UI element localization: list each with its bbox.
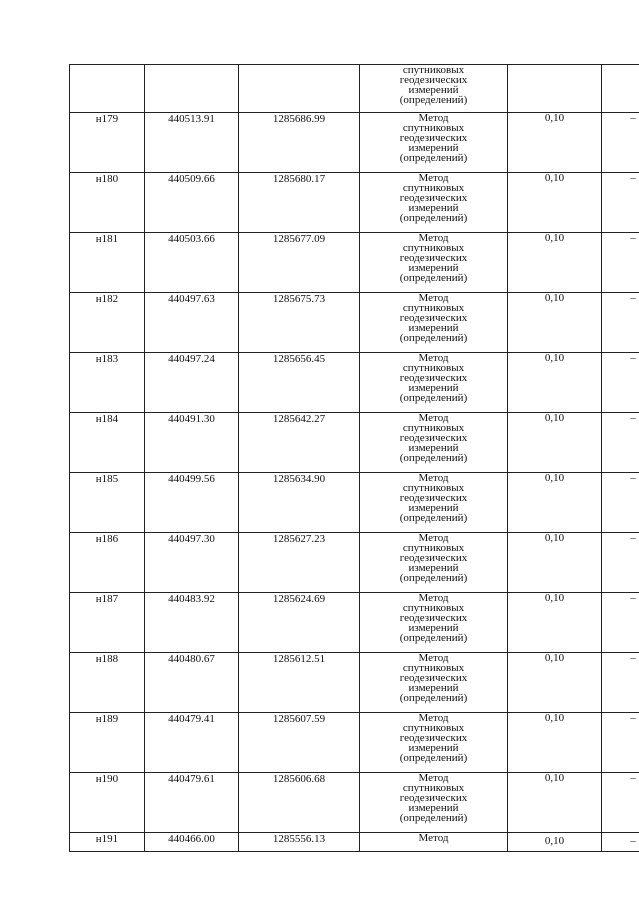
method-line: спутниковых (402, 242, 465, 254)
table-row (70, 653, 639, 713)
point-id: н182 (95, 293, 119, 305)
point-id-cell (70, 593, 145, 653)
description-cell (602, 653, 639, 713)
x-coordinate-cell (145, 113, 239, 173)
method-line: спутниковых (402, 782, 465, 794)
y-coordinate-cell (239, 113, 360, 173)
x-coordinate: 440491.30 (168, 413, 215, 425)
x-coordinate: 440483.92 (168, 593, 215, 605)
method-line: спутниковых (402, 302, 465, 314)
y-coordinate-cell (239, 833, 360, 852)
point-id: н187 (95, 593, 119, 605)
method-line: измерений (408, 622, 459, 634)
method-line: геодезических (399, 492, 468, 504)
point-id: н181 (95, 233, 119, 245)
x-coordinate: 440480.67 (168, 653, 215, 665)
point-id-cell (70, 353, 145, 413)
x-coordinate-cell (145, 653, 239, 713)
x-coordinate-cell (145, 293, 239, 353)
x-coordinate: 440503.66 (168, 233, 215, 245)
precision-cell (508, 473, 602, 533)
precision-value: 0,10 (544, 172, 565, 184)
method-line: геодезических (399, 612, 468, 624)
description-cell (602, 353, 639, 413)
x-coordinate-cell (145, 413, 239, 473)
method-line: (определений) (399, 212, 468, 224)
description-cell (602, 773, 639, 833)
description-cell (602, 293, 639, 353)
x-coordinate: 440497.30 (168, 533, 215, 545)
description-cell (602, 473, 639, 533)
method-line: геодезических (399, 672, 468, 684)
method-line: Метод (418, 352, 449, 364)
x-coordinate-cell (145, 473, 239, 533)
point-id-cell (70, 233, 145, 293)
method-line: (определений) (399, 452, 468, 464)
x-coordinate: 440509.66 (168, 173, 215, 185)
method-line: измерений (408, 142, 459, 154)
method-cell (360, 353, 508, 413)
point-id: н189 (95, 713, 119, 725)
x-coordinate-cell (145, 173, 239, 233)
y-coordinate: 1285634.90 (272, 473, 326, 485)
method-line: спутниковых (402, 662, 465, 674)
y-coordinate-cell (239, 533, 360, 593)
point-id-cell (70, 773, 145, 833)
point-id: н191 (95, 833, 119, 845)
description-cell (602, 233, 639, 293)
method-line: измерений (408, 84, 459, 96)
method-cell (360, 833, 508, 852)
y-coordinate: 1285624.69 (272, 593, 326, 605)
method-line: измерений (408, 442, 459, 454)
method-line: (определений) (399, 752, 468, 764)
table-row (70, 533, 639, 593)
method-cell (360, 293, 508, 353)
precision-cell (508, 533, 602, 593)
description-value: – (630, 835, 636, 847)
method-line: измерений (408, 802, 459, 814)
precision-value: 0,10 (544, 112, 565, 124)
method-line: Метод (418, 292, 449, 304)
method-line: Метод (418, 712, 449, 724)
y-coordinate-cell (239, 65, 360, 113)
y-coordinate: 1285675.73 (272, 293, 326, 305)
method-cell (360, 413, 508, 473)
y-coordinate-cell (239, 413, 360, 473)
point-id-cell (70, 533, 145, 593)
x-coordinate-cell (145, 233, 239, 293)
y-coordinate: 1285642.27 (272, 413, 326, 425)
method-cell (360, 113, 508, 173)
precision-value: 0,10 (544, 772, 565, 784)
method-line: измерений (408, 262, 459, 274)
description-value: – (630, 532, 636, 544)
method-line: геодезических (399, 552, 468, 564)
method-line: геодезических (399, 372, 468, 384)
table-row (70, 353, 639, 413)
point-id-cell (70, 413, 145, 473)
method-line: (определений) (399, 512, 468, 524)
method-line: геодезических (399, 192, 468, 204)
description-cell (602, 65, 639, 113)
precision-cell (508, 653, 602, 713)
method-cell (360, 533, 508, 593)
description-cell (602, 833, 639, 852)
x-coordinate-cell (145, 593, 239, 653)
point-id: н185 (95, 473, 119, 485)
x-coordinate: 440479.61 (168, 773, 215, 785)
table-row (70, 713, 639, 773)
y-coordinate: 1285556.13 (272, 833, 326, 845)
method-cell (360, 593, 508, 653)
precision-value: 0,10 (544, 592, 565, 604)
point-id: н183 (95, 353, 119, 365)
precision-cell (508, 113, 602, 173)
point-id: н190 (95, 773, 119, 785)
y-coordinate: 1285607.59 (272, 713, 326, 725)
method-line: геодезических (399, 252, 468, 264)
y-coordinate-cell (239, 713, 360, 773)
y-coordinate: 1285677.09 (272, 233, 326, 245)
method-line: геодезических (399, 132, 468, 144)
y-coordinate-cell (239, 233, 360, 293)
y-coordinate-cell (239, 773, 360, 833)
method-line: Метод (418, 832, 449, 844)
method-line: (определений) (399, 392, 468, 404)
x-coordinate: 440497.63 (168, 293, 215, 305)
point-id-cell (70, 653, 145, 713)
method-line: спутниковых (402, 64, 465, 76)
table-row (70, 173, 639, 233)
method-line: геодезических (399, 792, 468, 804)
precision-value: 0,10 (544, 712, 565, 724)
method-line: Метод (418, 112, 449, 124)
precision-value: 0,10 (544, 835, 565, 847)
description-value: – (630, 112, 636, 124)
description-value: – (630, 172, 636, 184)
point-id-cell (70, 173, 145, 233)
point-id: н180 (95, 173, 119, 185)
y-coordinate: 1285606.68 (272, 773, 326, 785)
y-coordinate: 1285656.45 (272, 353, 326, 365)
precision-value: 0,10 (544, 352, 565, 364)
x-coordinate-cell (145, 713, 239, 773)
y-coordinate: 1285627.23 (272, 533, 326, 545)
precision-value: 0,10 (544, 532, 565, 544)
y-coordinate-cell (239, 653, 360, 713)
method-line: спутниковых (402, 182, 465, 194)
description-value: – (630, 232, 636, 244)
method-line: Метод (418, 172, 449, 184)
method-line: спутниковых (402, 362, 465, 374)
table-row-continuation (70, 65, 639, 113)
method-line: геодезических (399, 312, 468, 324)
method-line: измерений (408, 562, 459, 574)
table-row (70, 593, 639, 653)
description-value: – (630, 352, 636, 364)
y-coordinate-cell (239, 593, 360, 653)
point-id-cell (70, 833, 145, 852)
y-coordinate: 1285680.17 (272, 173, 326, 185)
method-cell (360, 233, 508, 293)
method-line: спутниковых (402, 482, 465, 494)
x-coordinate: 440479.41 (168, 713, 215, 725)
method-line: (определений) (399, 692, 468, 704)
method-line: (определений) (399, 812, 468, 824)
method-line: (определений) (399, 272, 468, 284)
precision-cell (508, 593, 602, 653)
method-line: Метод (418, 412, 449, 424)
method-line: измерений (408, 742, 459, 754)
x-coordinate: 440513.91 (168, 113, 215, 125)
method-line: Метод (418, 652, 449, 664)
method-line: спутниковых (402, 122, 465, 134)
method-line: спутниковых (402, 422, 465, 434)
method-line: (определений) (399, 572, 468, 584)
method-cell (360, 173, 508, 233)
precision-cell (508, 173, 602, 233)
method-cell (360, 773, 508, 833)
method-line: Метод (418, 232, 449, 244)
method-line: (определений) (399, 632, 468, 644)
table-row (70, 833, 639, 852)
method-line: измерений (408, 322, 459, 334)
method-line: спутниковых (402, 542, 465, 554)
method-line: измерений (408, 682, 459, 694)
method-cell (360, 65, 508, 113)
point-id-cell (70, 293, 145, 353)
y-coordinate: 1285612.51 (272, 653, 326, 665)
description-value: – (630, 772, 636, 784)
point-id-cell (70, 113, 145, 173)
method-line: Метод (418, 472, 449, 484)
table-row (70, 773, 639, 833)
point-id: н179 (95, 113, 119, 125)
y-coordinate-cell (239, 473, 360, 533)
precision-value: 0,10 (544, 292, 565, 304)
point-id: н188 (95, 653, 119, 665)
precision-value: 0,10 (544, 232, 565, 244)
y-coordinate-cell (239, 353, 360, 413)
method-cell (360, 713, 508, 773)
method-line: спутниковых (402, 722, 465, 734)
table-row (70, 113, 639, 173)
description-cell (602, 713, 639, 773)
x-coordinate-cell (145, 773, 239, 833)
point-id-cell (70, 473, 145, 533)
y-coordinate-cell (239, 293, 360, 353)
table-row (70, 473, 639, 533)
method-line: спутниковых (402, 602, 465, 614)
precision-cell (508, 65, 602, 113)
x-coordinate: 440466.00 (168, 833, 215, 845)
precision-value: 0,10 (544, 412, 565, 424)
method-line: (определений) (399, 94, 468, 106)
y-coordinate: 1285686.99 (272, 113, 326, 125)
coordinates-table (69, 64, 639, 852)
method-line: (определений) (399, 332, 468, 344)
coordinates-table-body (70, 65, 639, 852)
table-row (70, 413, 639, 473)
method-line: Метод (418, 772, 449, 784)
method-line: измерений (408, 382, 459, 394)
description-cell (602, 533, 639, 593)
point-id-cell (70, 713, 145, 773)
precision-cell (508, 833, 602, 852)
method-line: (определений) (399, 152, 468, 164)
precision-cell (508, 293, 602, 353)
method-line: Метод (418, 532, 449, 544)
point-id: н186 (95, 533, 119, 545)
point-id-cell (70, 65, 145, 113)
x-coordinate-cell (145, 65, 239, 113)
precision-cell (508, 773, 602, 833)
precision-value: 0,10 (544, 472, 565, 484)
method-line: Метод (418, 592, 449, 604)
method-line: измерений (408, 502, 459, 514)
precision-cell (508, 713, 602, 773)
x-coordinate-cell (145, 353, 239, 413)
description-value: – (630, 712, 636, 724)
description-cell (602, 413, 639, 473)
y-coordinate-cell (239, 173, 360, 233)
description-value: – (630, 292, 636, 304)
method-line: геодезических (399, 732, 468, 744)
table-row (70, 293, 639, 353)
precision-cell (508, 233, 602, 293)
description-value: – (630, 592, 636, 604)
method-cell (360, 473, 508, 533)
table-row (70, 233, 639, 293)
description-value: – (630, 652, 636, 664)
description-cell (602, 113, 639, 173)
description-value: – (630, 412, 636, 424)
description-value: – (630, 472, 636, 484)
x-coordinate-cell (145, 533, 239, 593)
description-cell (602, 593, 639, 653)
point-id: н184 (95, 413, 119, 425)
method-cell (360, 653, 508, 713)
x-coordinate-cell (145, 833, 239, 852)
precision-cell (508, 353, 602, 413)
method-line: геодезических (399, 432, 468, 444)
precision-value: 0,10 (544, 652, 565, 664)
x-coordinate: 440499.56 (168, 473, 215, 485)
description-cell (602, 173, 639, 233)
method-line: измерений (408, 202, 459, 214)
x-coordinate: 440497.24 (168, 353, 215, 365)
precision-cell (508, 413, 602, 473)
method-line: геодезических (399, 74, 468, 86)
